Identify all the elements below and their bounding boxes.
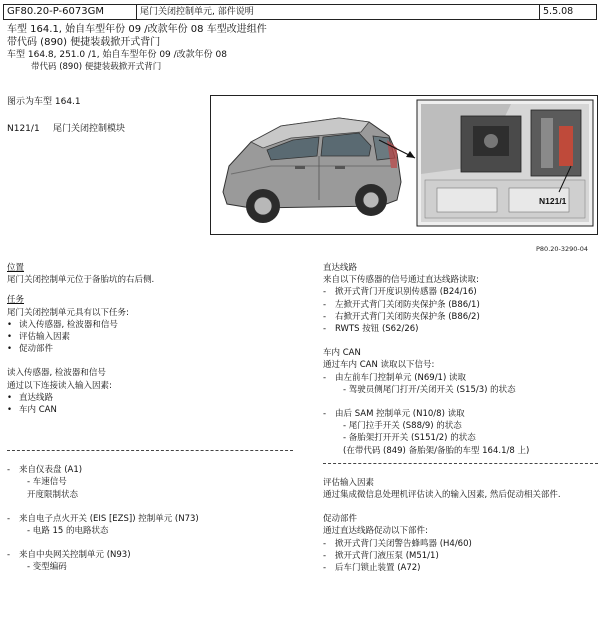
source-a1: - 来自仪表盘 (A1) — [7, 465, 83, 476]
source-n93: - 来自中央网关控制单元 (N93) — [7, 550, 131, 561]
component-name: 尾门关闭控制模块 — [53, 124, 126, 134]
eval-heading: 评估输入因素 — [323, 477, 375, 488]
applicability-line-2: 带代码 (890) 便捷装载掀开式背门 — [7, 37, 161, 48]
direct-intro: 来自以下传感器的信号通过直达线路读取: — [323, 275, 479, 286]
list-item: - RWTS 按钮 (S62/26) — [323, 324, 419, 335]
list-item: • 评估输入因素 — [7, 332, 71, 343]
section-divider — [323, 463, 598, 464]
document-id: GF80.20-P-6073GM — [4, 5, 137, 19]
applicability-line-4: 带代码 (890) 便捷装载掀开式背门 — [31, 62, 162, 72]
list-item: • 读入传感器, 检波器和信号 — [7, 319, 118, 330]
vehicle-illustration — [210, 95, 598, 235]
source-a1-sub-1: - 车速信号 — [27, 477, 67, 488]
applicability-line-1: 车型 164.1, 始自车型年份 09 /改款年份 08 车型改进组件 — [7, 24, 267, 35]
left-column — [7, 262, 293, 574]
list-item: • 车内 CAN — [7, 405, 57, 416]
list-item: • 直达线路 — [7, 392, 54, 403]
list-item: - 掀开式背门液压泵 (M51/1) — [323, 550, 439, 561]
suv-car-icon — [223, 118, 401, 223]
section-divider — [7, 450, 293, 451]
document-title: 尾门关闭控制单元, 部件说明 — [137, 5, 540, 19]
location-text: 尾门关闭控制单元位于备胎坑的右后侧. — [7, 275, 155, 286]
can-source-n10-sub-1: - 尾门拉手开关 (S88/9) 的状态 — [343, 421, 462, 432]
source-n93-sub: - 变型编码 — [27, 562, 67, 573]
can-source-n10: - 由后 SAM 控制单元 (N10/8) 读取 — [323, 409, 465, 420]
list-item: - 右掀开式背门关闭防夹保护条 (B86/2) — [323, 311, 480, 322]
location-heading: 位置 — [7, 263, 25, 273]
direct-heading: 直达线路 — [323, 263, 358, 273]
figure-caption: 图示为车型 164.1 — [7, 97, 81, 107]
actuate-intro: 通过直达线路促动以下部件: — [323, 526, 428, 537]
read-heading: 读入传感器, 检波器和信号 — [7, 368, 106, 379]
can-intro: 通过车内 CAN 读取以下信号: — [323, 360, 435, 371]
can-source-n69-sub: - 驾驶员侧尾门打开/关闭开关 (S15/3) 的状态 — [343, 384, 516, 395]
document-date: 5.5.08 — [543, 5, 574, 17]
can-source-n10-sub-3: (在带代码 (849) 备胎架/备胎的车型 164.1/8 上) — [343, 445, 530, 456]
actuate-heading: 促动部件 — [323, 514, 358, 525]
component-legend — [7, 123, 125, 135]
callout-label: N121/1 — [539, 196, 567, 206]
trunk-detail-inset — [417, 100, 593, 226]
list-item: - 左掀开式背门关闭防夹保护条 (B86/1) — [323, 299, 480, 310]
right-column — [323, 262, 598, 574]
list-item: - 后车门锁止装置 (A72) — [323, 563, 421, 574]
source-n73: - 来自电子点火开关 (EIS [EZS]) 控制单元 (N73) — [7, 513, 199, 524]
source-a1-sub-2: 开度限制状态 — [27, 489, 79, 500]
can-source-n10-sub-2: - 备胎架打开开关 (S151/2) 的状态 — [343, 433, 476, 444]
figure-reference: P80.20-3290-04 — [536, 245, 589, 253]
document-header — [3, 4, 597, 20]
list-item: - 掀开式背门关闭警告蜂鸣器 (H4/60) — [323, 538, 472, 549]
component-code: N121/1 — [7, 124, 40, 134]
suv-rear-view-illustration — [211, 96, 598, 235]
source-n73-sub: - 电路 15 的电路状态 — [27, 526, 109, 537]
read-intro: 通过以下连接读入输入因素: — [7, 380, 112, 391]
list-item: - 掀开式背门开度识别传感器 (B24/16) — [323, 287, 477, 298]
tasks-heading: 任务 — [7, 295, 25, 306]
tasks-intro: 尾门关闭控制单元具有以下任务: — [7, 307, 129, 318]
applicability-line-3: 车型 164.8, 251.0 /1, 始自车型年份 09 /改款年份 08 — [7, 50, 227, 60]
applicability-block — [7, 23, 427, 73]
list-item: • 促动部件 — [7, 344, 54, 355]
can-source-n69: - 由左前车门控制单元 (N69/1) 读取 — [323, 372, 466, 383]
can-heading: 车内 CAN — [323, 348, 361, 359]
eval-text: 通过集成微信息处理机评估读入的输入因素, 然后促动相关部件. — [323, 490, 561, 501]
